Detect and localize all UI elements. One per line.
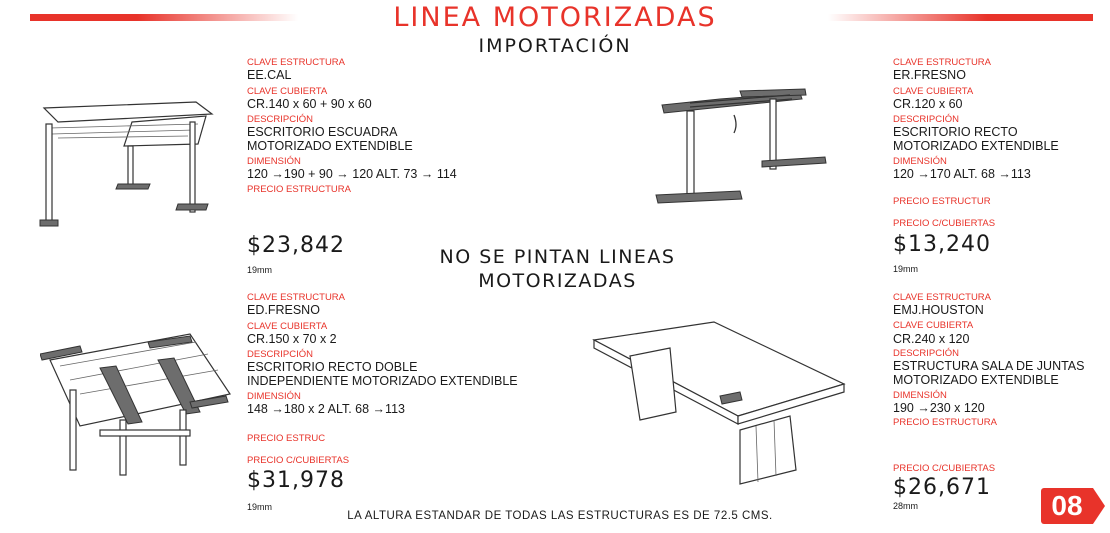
p3-clave-cubierta-label: CLAVE CUBIERTA (247, 321, 328, 332)
p3-precio: $31,978 (247, 468, 345, 493)
p1-descripcion-label: DESCRIPCIÓN (247, 114, 313, 125)
p2-dimension: 120 →170 ALT. 68 →113 (893, 167, 1031, 181)
p2-descripcion-label: DESCRIPCIÓN (893, 114, 959, 125)
p1-dimension: 120 →190 + 90 → 120 ALT. 73 → 114 (247, 167, 457, 181)
page-title: LINEA MOTORIZADAS (393, 2, 717, 33)
p2-clave-estructura-label: CLAVE ESTRUCTURA (893, 57, 992, 68)
p1-descripcion-1: ESCRITORIO ESCUADRA (247, 125, 398, 139)
p1-dimension-label: DIMENSIÓN (247, 156, 301, 167)
p1-espesor: 19mm (247, 265, 273, 275)
product-image-meeting-table (590, 320, 850, 495)
p1-clave-estructura-label: CLAVE ESTRUCTURA (247, 57, 346, 68)
p1-precio: $23,842 (247, 233, 345, 258)
p2-precio-cub-label: PRECIO C/CUBIERTAS (893, 218, 996, 229)
p4-precio-cub-label: PRECIO C/CUBIERTAS (893, 463, 996, 474)
p2-descripcion-1: ESCRITORIO RECTO (893, 125, 1018, 139)
p3-descripcion-label: DESCRIPCIÓN (247, 349, 313, 360)
product-image-straight-desk (650, 85, 850, 230)
p1-descripcion-2: MOTORIZADO EXTENDIBLE (247, 139, 413, 153)
p3-dimension-label: DIMENSIÓN (247, 391, 301, 402)
p4-clave-cubierta-label: CLAVE CUBIERTA (893, 320, 974, 331)
p2-clave-cubierta: CR.120 x 60 (893, 97, 963, 111)
p3-descripcion-1: ESCRITORIO RECTO DOBLE (247, 360, 418, 374)
p4-clave-estructura: EMJ.HOUSTON (893, 303, 984, 317)
p3-precio-label: PRECIO ESTRUC (247, 433, 326, 444)
p2-dimension-label: DIMENSIÓN (893, 156, 947, 167)
p4-clave-cubierta: CR.240 x 120 (893, 332, 970, 346)
page-arrow-icon (1093, 488, 1105, 524)
notice-line-2: MOTORIZADAS (478, 270, 637, 292)
p4-descripcion-2: MOTORIZADO EXTENDIBLE (893, 373, 1059, 387)
p2-clave-estructura: ER.FRESNO (893, 68, 966, 82)
p2-clave-cubierta-label: CLAVE CUBIERTA (893, 86, 974, 97)
product-image-double-desk (40, 330, 240, 480)
p3-clave-estructura-label: CLAVE ESTRUCTURA (247, 292, 346, 303)
p1-clave-cubierta-label: CLAVE CUBIERTA (247, 86, 328, 97)
p2-precio: $13,240 (893, 232, 991, 257)
p2-descripcion-2: MOTORIZADO EXTENDIBLE (893, 139, 1059, 153)
header-rule-left (30, 14, 298, 21)
p3-descripcion-2: INDEPENDIENTE MOTORIZADO EXTENDIBLE (247, 374, 518, 388)
p4-precio-label: PRECIO ESTRUCTURA (893, 417, 997, 428)
p3-dimension: 148 →180 x 2 ALT. 68 →113 (247, 402, 405, 416)
p4-precio: $26,671 (893, 475, 991, 500)
p4-dimension-label: DIMENSIÓN (893, 390, 947, 401)
p1-clave-cubierta: CR.140 x 60 + 90 x 60 (247, 97, 372, 111)
p3-clave-estructura: ED.FRESNO (247, 303, 320, 317)
product-image-corner-desk (28, 100, 218, 230)
footer-note: LA ALTURA ESTANDAR DE TODAS LAS ESTRUCTURAS ES DE 72.5 CMS. (347, 510, 773, 522)
p3-precio-cub-label: PRECIO C/CUBIERTAS (247, 455, 350, 466)
notice-line-1: NO SE PINTAN LINEAS (439, 246, 676, 268)
page-number-badge: 08 (1041, 488, 1093, 524)
page-subtitle: IMPORTACIÓN (478, 35, 632, 57)
p4-descripcion-1: ESTRUCTURA SALA DE JUNTAS (893, 359, 1085, 373)
p4-espesor: 28mm (893, 501, 919, 511)
p2-precio-label: PRECIO ESTRUCTUR (893, 196, 991, 207)
p4-descripcion-label: DESCRIPCIÓN (893, 348, 959, 359)
p2-espesor: 19mm (893, 264, 919, 274)
p4-clave-estructura-label: CLAVE ESTRUCTURA (893, 292, 992, 303)
p3-clave-cubierta: CR.150 x 70 x 2 (247, 332, 337, 346)
notice-text (385, 245, 730, 293)
p1-clave-estructura: EE.CAL (247, 68, 292, 82)
p1-precio-label: PRECIO ESTRUCTURA (247, 184, 351, 195)
p3-espesor: 19mm (247, 502, 273, 512)
header-rule-right (828, 14, 1093, 21)
p4-dimension: 190 →230 x 120 (893, 401, 985, 415)
